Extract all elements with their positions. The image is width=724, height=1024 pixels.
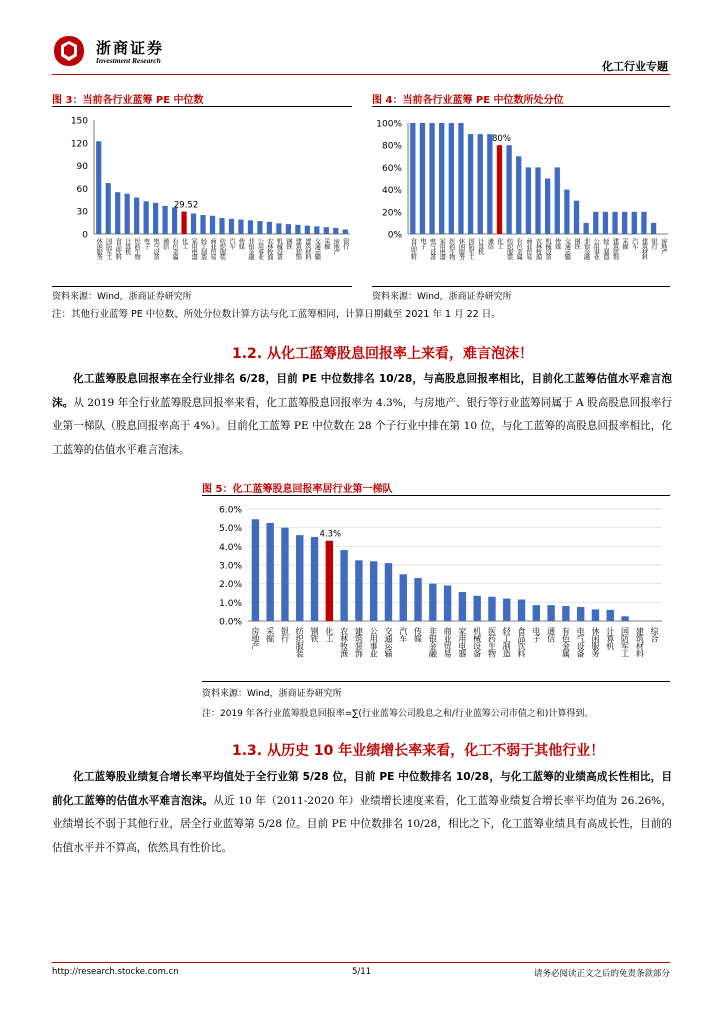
category-label: 非银金融 — [428, 627, 438, 657]
bar — [311, 537, 318, 621]
category-label: 商业贸易 — [524, 238, 532, 260]
category-label: 银行 — [650, 238, 658, 249]
section-1-3-body: 从近 10 年（2011-2020 年）业绩增长速度来看，化工蓝筹业绩复合增长率平均值为 26.26%，业绩增长不弱于其他行业，居全行业蓝筹第 5/28 位。目前 PE 中位数排名 10/28，相比之下，化工蓝筹业绩具有高成长性，目前的估值水平并不算高，依然具有性价比。 — [52, 794, 673, 854]
category-label: 通信 — [161, 238, 169, 249]
category-label: 医药生物 — [487, 627, 497, 657]
bar — [324, 227, 329, 234]
category-label: 农林牧渔 — [534, 238, 542, 260]
category-label: 采掘 — [265, 627, 275, 642]
category-label: 建筑材料 — [640, 238, 648, 260]
category-label: 机械设备 — [275, 238, 283, 260]
category-label: 公用事业 — [592, 238, 600, 260]
category-label: 电子 — [531, 627, 541, 642]
category-label: 食品饮料 — [409, 238, 417, 260]
bar — [125, 194, 130, 234]
bar — [473, 596, 480, 621]
y-tick-label: 20% — [381, 208, 402, 219]
category-label: 农林牧渔 — [265, 238, 273, 260]
fig5-title-rule — [202, 495, 670, 496]
category-label: 钢铁 — [284, 238, 292, 249]
bar — [459, 592, 466, 621]
bar — [134, 198, 139, 234]
highlight-bar — [497, 145, 502, 234]
y-tick-label: 3.0% — [219, 561, 242, 572]
bar — [257, 221, 262, 234]
bar — [286, 224, 291, 234]
category-label: 传媒 — [553, 238, 561, 249]
footer-url[interactable]: http://research.stocke.com.cn — [52, 967, 179, 977]
bar — [163, 206, 168, 234]
bar — [641, 212, 646, 234]
category-label: 商业贸易 — [443, 627, 453, 657]
bar — [410, 123, 415, 234]
section-1-2-lead: 化工蓝筹股息回报率在全行业排名 6/28，目前 PE 中位数排名 10/28，与高股息回报率相比，目前化工蓝筹估值水平难言泡沫。 — [52, 373, 672, 409]
category-label: 交通运输 — [563, 238, 571, 260]
category-label: 建筑材料 — [303, 238, 311, 260]
section-1-3-lead: 化工蓝筹股业绩复合增长率平均值处于全行业第 5/28 位，目前 PE 中位数排名 10/28，与化工蓝筹的业绩高成长性相比，目前化工蓝筹的估值水平难言泡沫。 — [52, 771, 672, 807]
category-label: 采掘 — [621, 238, 629, 249]
category-label: 化工 — [495, 238, 503, 249]
bar — [333, 228, 338, 234]
category-label: 休闲服务 — [590, 627, 600, 657]
y-tick-label: 0.0% — [219, 617, 242, 628]
bar — [281, 528, 288, 621]
bar — [429, 123, 434, 234]
fig5-title: 图 5：化工蓝筹股息回报率居行业第一梯队 — [202, 484, 393, 495]
y-tick-label: 6.0% — [219, 505, 242, 516]
bar — [370, 561, 377, 621]
section-1-2-title: 1.2. 从化工蓝筹股息回报率上来看，难言泡沫！ — [232, 346, 533, 362]
bar — [296, 535, 303, 621]
fig4-source: 资料来源：Wind，浙商证券研究所 — [372, 292, 512, 302]
highlight-bar — [326, 541, 333, 621]
y-tick-label: 40% — [381, 186, 402, 197]
category-label: 通信 — [486, 238, 494, 249]
bar — [518, 600, 525, 621]
bar — [420, 123, 425, 234]
bar — [191, 213, 196, 234]
bar — [478, 134, 483, 234]
category-label: 公用事业 — [256, 238, 264, 260]
brand-english: Investment Research — [96, 56, 161, 65]
category-label: 电气设备 — [576, 627, 586, 657]
y-tick-label: 150 — [70, 116, 88, 127]
category-label: 国防军工 — [620, 627, 630, 657]
category-label: 国防军工 — [104, 238, 112, 260]
category-label: 电气设备 — [428, 238, 436, 260]
bar — [106, 183, 111, 234]
bar — [355, 560, 362, 621]
bar — [651, 223, 656, 234]
bar — [229, 219, 234, 234]
bar — [506, 145, 511, 234]
y-tick-label: 80% — [381, 141, 402, 152]
category-label: 非银金融 — [246, 238, 254, 260]
bar — [153, 203, 158, 234]
bar — [562, 606, 569, 621]
fig4-title-rule — [372, 106, 670, 107]
section-1-2-body: 从 2019 年全行业蓝筹股息回报率来看，化工蓝筹股息回报率为 4.3%，与房地产、银行等行业蓝筹同属于 A 股高股息回报率行业第一梯队（股息回报率高于 4%）。目前化工蓝筹 PE 中位数在 28 个子行业中排在第 10 位，与化工蓝筹的高股息回报率相比，化工蓝筹的估值水平难言泡沫。 — [52, 396, 673, 456]
fig4-chart — [372, 110, 670, 286]
category-label: 纺织服装 — [218, 238, 226, 260]
bar — [305, 226, 310, 234]
bar — [252, 519, 259, 621]
category-label: 轻工制造 — [601, 238, 609, 260]
category-label: 计算机 — [123, 238, 131, 255]
bar — [535, 167, 540, 234]
bar — [295, 225, 300, 234]
bar — [449, 123, 454, 234]
y-tick-label: 100% — [376, 119, 402, 130]
y-tick-label: 2.0% — [219, 580, 242, 591]
fig5-bottom-rule — [202, 681, 670, 682]
bar — [444, 586, 451, 621]
bar — [414, 578, 421, 621]
category-label: 轻工制造 — [502, 627, 512, 657]
bar — [458, 123, 463, 234]
footer-divider — [52, 962, 670, 963]
category-label: 食品饮料 — [114, 238, 122, 260]
category-label: 家用电器 — [190, 238, 198, 260]
bar — [276, 223, 281, 234]
category-label: 休闲服务 — [95, 238, 103, 260]
bar — [266, 523, 273, 621]
bar — [468, 134, 473, 234]
category-label: 商业贸易 — [209, 238, 217, 260]
bar — [144, 201, 149, 234]
section-1-2-paragraph — [52, 368, 672, 462]
category-label: 交通运输 — [383, 627, 393, 657]
category-label: 建筑材料 — [635, 627, 645, 657]
category-label: 国防军工 — [467, 238, 475, 260]
y-tick-label: 1.0% — [219, 598, 242, 609]
category-label: 纺织服装 — [505, 238, 513, 260]
category-label: 电气设备 — [152, 238, 160, 260]
fig3-title: 图 3：当前各行业蓝筹 PE 中位数 — [52, 95, 204, 106]
bar — [340, 550, 347, 621]
y-tick-label: 4.0% — [219, 542, 242, 553]
bar — [400, 574, 407, 621]
footer-disclaimer: 请务必阅读正文之后的免责条款部分 — [533, 969, 670, 979]
bar — [487, 134, 492, 234]
bar — [516, 156, 521, 234]
bar — [210, 216, 215, 234]
category-label: 农林牧渔 — [339, 627, 349, 657]
y-tick-label: 90 — [76, 162, 88, 173]
highlight-data-label: 80% — [492, 134, 511, 145]
bar — [592, 609, 599, 621]
section-1-3-title: 1.3. 从历史 10 年业绩增长率来看，化工不弱于其他行业！ — [232, 743, 605, 759]
bar — [584, 223, 589, 234]
bar — [172, 207, 177, 234]
category-label: 建筑装饰 — [611, 238, 619, 260]
bar — [343, 229, 348, 234]
fig3-source: 资料来源：Wind，浙商证券研究所 — [52, 292, 192, 302]
page-number: 5/11 — [352, 967, 372, 977]
bar — [574, 201, 579, 234]
brand-name: 浙商证券 — [96, 39, 165, 57]
y-tick-label: 120 — [70, 139, 88, 150]
category-label: 房地产 — [250, 627, 260, 650]
bar — [314, 226, 319, 234]
fig3-title-rule — [52, 106, 352, 107]
category-label: 建筑装饰 — [354, 627, 364, 657]
category-label: 有色金属 — [515, 238, 523, 260]
y-tick-label: 0 — [82, 230, 88, 241]
category-label: 银行 — [280, 627, 290, 642]
category-label: 机械设备 — [472, 627, 482, 657]
fig5-note: 注：2019 年各行业蓝筹股息回报率=∑(行业蓝筹公司股息之和/行业蓝筹公司市值之和)计算得到。 — [202, 709, 594, 719]
bar — [632, 212, 637, 234]
category-label: 有色金属 — [171, 238, 179, 260]
category-label: 机械设备 — [544, 238, 552, 260]
category-label: 轻工制造 — [199, 238, 207, 260]
category-label: 公用事业 — [369, 627, 379, 657]
fig5-source: 资料来源：Wind，浙商证券研究所 — [202, 689, 342, 699]
category-label: 家用电器 — [457, 627, 467, 657]
category-label: 有色金属 — [561, 627, 571, 657]
bar — [621, 616, 628, 621]
y-tick-label: 30 — [76, 207, 88, 218]
y-tick-label: 5.0% — [219, 524, 242, 535]
category-label: 汽车 — [630, 238, 638, 249]
highlight-bar — [181, 212, 186, 234]
bar — [603, 212, 608, 234]
category-label: 钢铁 — [573, 238, 581, 249]
bar — [533, 605, 540, 621]
bar — [238, 220, 243, 234]
category-label: 纺织服装 — [295, 627, 305, 657]
category-label: 医药生物 — [447, 238, 455, 260]
fig3-chart — [52, 110, 352, 286]
category-label: 汽车 — [398, 627, 408, 642]
fig5-chart — [202, 498, 670, 680]
category-label: 传媒 — [237, 238, 245, 249]
category-label: 钢铁 — [310, 627, 320, 642]
bar — [200, 215, 205, 234]
category-label: 综合 — [650, 627, 660, 642]
y-tick-label: 60% — [381, 163, 402, 174]
bar — [526, 167, 531, 234]
header-divider — [52, 74, 670, 75]
category-label: 计算机 — [605, 627, 615, 650]
category-label: 食品饮料 — [517, 627, 527, 657]
category-label: 房地产 — [332, 238, 340, 255]
y-tick-label: 0% — [387, 230, 402, 241]
bar — [219, 218, 224, 234]
bar — [607, 610, 614, 621]
bar — [622, 212, 627, 234]
category-label: 建筑装饰 — [294, 238, 302, 260]
category-label: 银行 — [341, 238, 349, 249]
bar — [593, 212, 598, 234]
bar — [503, 599, 510, 621]
highlight-data-label: 4.3% — [319, 529, 342, 540]
fig4-bottom-rule — [372, 286, 670, 287]
highlight-data-label: 29.52 — [173, 200, 199, 211]
category-label: 房地产 — [659, 238, 667, 255]
category-label: 采掘 — [322, 238, 330, 249]
fig3-4-note: 注：其他行业蓝筹 PE 中位数、所处分位数计算方法与化工蓝筹相同，计算日期截至 2021 年 1 月 22 日。 — [52, 309, 501, 320]
bar — [429, 584, 436, 621]
category-label: 非银金融 — [582, 238, 590, 260]
category-label: 化工 — [324, 627, 334, 642]
bar — [248, 220, 253, 234]
category-label: 电子 — [418, 238, 426, 249]
broker-logo — [52, 34, 86, 68]
bar — [612, 212, 617, 234]
category-label: 化工 — [180, 238, 188, 249]
bar — [577, 607, 584, 621]
bar — [439, 123, 444, 234]
category-label: 汽车 — [227, 238, 235, 249]
bar — [115, 192, 120, 234]
fig4-title: 图 4：当前各行业蓝筹 PE 中位数所处分位 — [372, 95, 564, 106]
bar — [547, 605, 554, 621]
y-tick-label: 60 — [76, 184, 88, 195]
bar — [488, 597, 495, 621]
bar — [555, 167, 560, 234]
category-label: 传媒 — [413, 627, 423, 642]
category-label: 计算机 — [476, 238, 484, 255]
fig3-bottom-rule — [52, 286, 352, 287]
bar — [564, 190, 569, 234]
category-label: 休闲服务 — [457, 238, 465, 260]
report-type: 化工行业专题 — [602, 60, 668, 73]
category-label: 家用电器 — [438, 238, 446, 260]
bar — [385, 563, 392, 621]
section-1-3-paragraph — [52, 766, 672, 860]
category-label: 交通运输 — [313, 238, 321, 260]
bar — [545, 179, 550, 235]
bar — [96, 141, 101, 234]
category-label: 医药生物 — [133, 238, 141, 260]
category-label: 电子 — [142, 238, 150, 249]
bar — [267, 222, 272, 234]
category-label: 通信 — [546, 627, 556, 642]
